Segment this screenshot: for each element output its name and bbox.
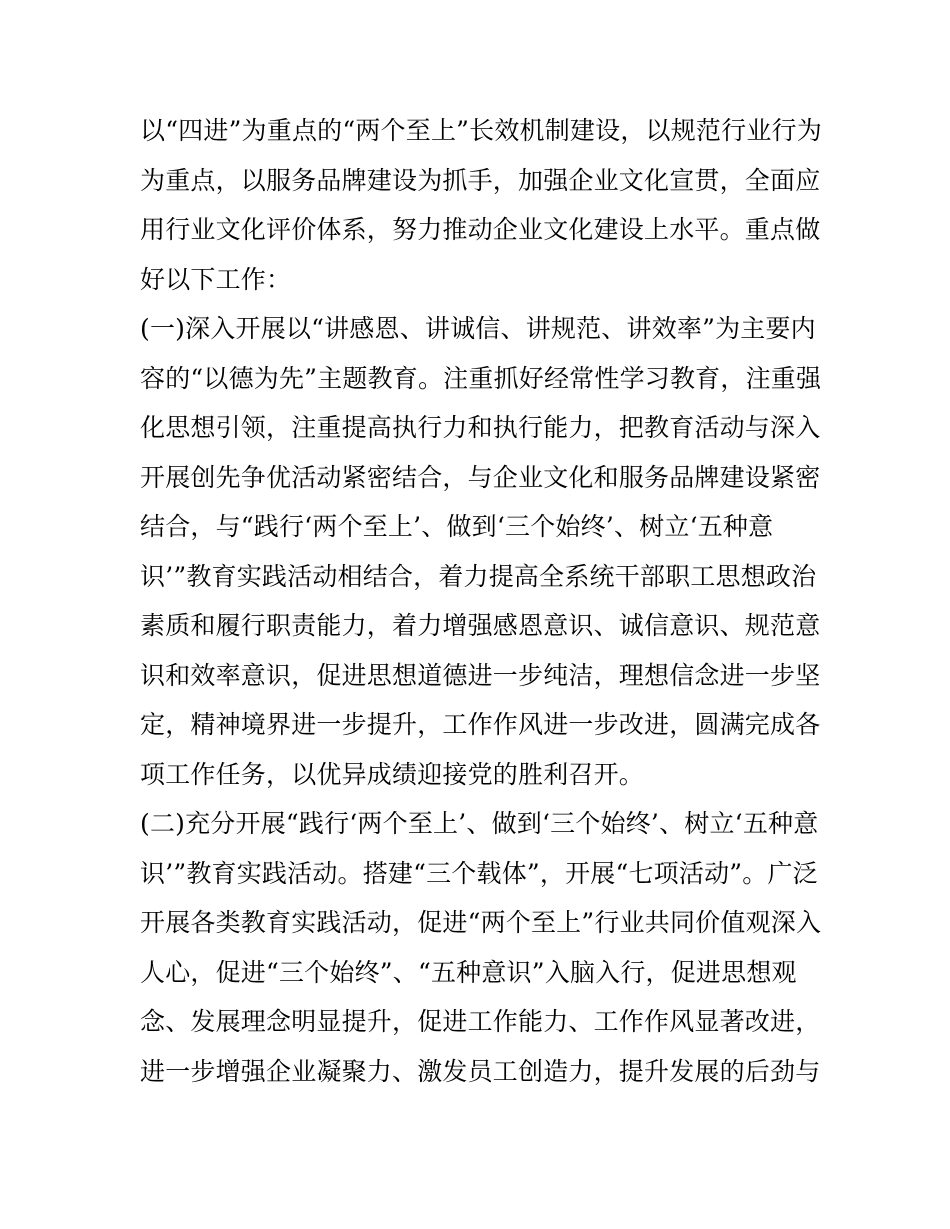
- section-heading-line: (二)充分开展“践行‘两个至上’、做到‘三个始终’、树立‘五种意: [140, 809, 819, 838]
- text-line: 用行业文化评价体系，努力推动企业文化建设上水平。重点做: [140, 215, 821, 244]
- text-line: 以“四进”为重点的“两个至上”长效机制建设，以规范行业行为: [140, 116, 822, 145]
- text-line: 识’”教育实践活动相结合，着力提高全系统干部职工思想政治: [140, 561, 817, 591]
- text-line: 人心，促进“三个始终”、“五种意识”入脑入行，促进思想观: [140, 957, 797, 987]
- text-line: 开展创先争优活动紧密结合，与企业文化和服务品牌建设紧密: [140, 462, 821, 492]
- section-heading-line: (一)深入开展以“讲感恩、讲诚信、讲规范、讲效率”为主要内: [140, 314, 816, 343]
- text-line: 开展各类教育实践活动，促进“两个至上”行业共同价值观深入: [140, 908, 822, 937]
- text-line: 化思想引领，注重提高执行力和执行能力，把教育活动与深入: [140, 413, 821, 442]
- text-line: 容的“以德为先”主题教育。注重抓好经常性学习教育，注重强: [140, 363, 822, 393]
- body-text: [140, 106, 820, 1096]
- text-line: 定，精神境界进一步提升，工作作风进一步改进，圆满完成各: [140, 710, 821, 739]
- text-line: 进一步增强企业凝聚力、激发员工创造力，提升发展的后劲与: [140, 1056, 821, 1086]
- text-line: 结合，与“践行‘两个至上’、做到‘三个始终’、树立‘五种意: [140, 512, 774, 541]
- text-line: 项工作任务，以优异成绩迎接党的胜利召开。: [140, 759, 645, 789]
- text-line: 为重点，以服务品牌建设为抓手，加强企业文化宣贯，全面应: [140, 165, 821, 195]
- text-line: 念、发展理念明显提升，促进工作能力、工作作风显著改进，: [140, 1007, 821, 1036]
- text-line: 素质和履行职责能力，着力增强感恩意识、诚信意识、规范意: [140, 611, 821, 640]
- text-line: 识’”教育实践活动。搭建“三个载体”，开展“七项活动”。广泛: [140, 858, 818, 888]
- text-line: 识和效率意识，促进思想道德进一步纯洁，理想信念进一步坚: [140, 660, 821, 690]
- text-line: 好以下工作：: [140, 264, 292, 294]
